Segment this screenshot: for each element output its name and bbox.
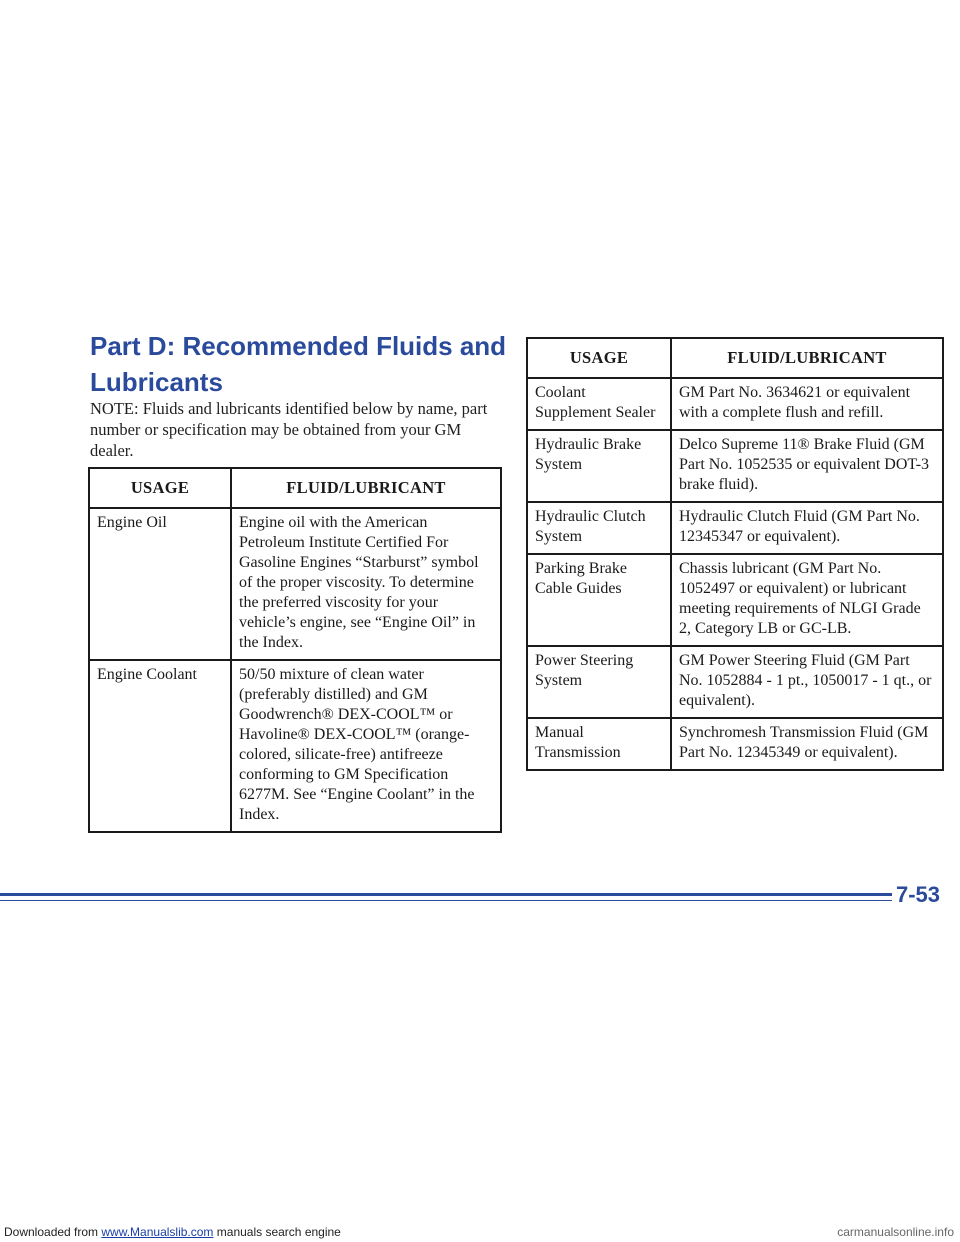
fluid-cell: Synchromesh Transmission Fluid (GM Part No. 12345349 or equivalent). — [671, 718, 943, 770]
table-row — [527, 554, 943, 646]
table-row — [527, 718, 943, 770]
usage-header: USAGE — [89, 468, 231, 508]
table-row — [89, 508, 501, 660]
usage-cell: Hydraulic Clutch System — [527, 502, 671, 554]
table-header-row — [89, 468, 501, 508]
table-row — [527, 378, 943, 430]
note-text: NOTE: Fluids and lubricants identified below by name, part number or specification may be obtained from your GM dealer. — [90, 399, 488, 460]
usage-cell: Coolant Supplement Sealer — [527, 378, 671, 430]
table-row — [527, 646, 943, 718]
section-heading: Part D: Recommended Fluids and Lubricants — [90, 331, 507, 397]
fluid-cell: Engine oil with the American Petroleum Institute Certified For Gasoline Engines “Starburst” symbol of the proper viscosity. To determine the preferred viscosity for your vehicle’s engine, see “Engine Oil” in the Index. — [231, 508, 501, 660]
usage-cell: Engine Coolant — [89, 660, 231, 832]
footer-prefix: Downloaded from — [4, 1225, 102, 1239]
fluid-cell: Hydraulic Clutch Fluid (GM Part No. 12345347 or equivalent). — [671, 502, 943, 554]
download-credit — [4, 1222, 341, 1242]
fluid-cell: Chassis lubricant (GM Part No. 1052497 or equivalent) or lubricant meeting requirements of NLGI Grade 2, Category LB or GC-LB. — [671, 554, 943, 646]
footer-rule — [0, 893, 892, 896]
footer-rule-thin — [0, 900, 892, 901]
manualslib-link[interactable]: www.Manualslib.com — [101, 1225, 214, 1239]
usage-header: USAGE — [527, 338, 671, 378]
table-row — [527, 502, 943, 554]
fluid-cell: GM Power Steering Fluid (GM Part No. 1052884 - 1 pt., 1050017 - 1 qt., or equivalent). — [671, 646, 943, 718]
usage-cell: Manual Transmission — [527, 718, 671, 770]
watermark-text: carmanualsonline.info — [837, 1225, 954, 1239]
usage-cell: Parking Brake Cable Guides — [527, 554, 671, 646]
fluid-cell: 50/50 mixture of clean water (preferably distilled) and GM Goodwrench® DEX-COOL™ or Havoline® DEX-COOL™ (orange-colored, silicate-free) antifreeze conforming to GM Specification 6277M. See “Engine Coolant” in the Index. — [231, 660, 501, 832]
table-row — [527, 430, 943, 502]
fluid-cell: Delco Supreme 11® Brake Fluid (GM Part No. 1052535 or equivalent DOT-3 brake fluid). — [671, 430, 943, 502]
usage-cell: Engine Oil — [89, 508, 231, 660]
table-header-row — [527, 338, 943, 378]
fluids-table-right — [526, 337, 944, 771]
footer-suffix: manuals search engine — [213, 1225, 341, 1239]
fluids-table-left — [88, 467, 502, 833]
fluid-cell: GM Part No. 3634621 or equivalent with a complete flush and refill. — [671, 378, 943, 430]
usage-cell: Power Steering System — [527, 646, 671, 718]
page-number: 7-53 — [895, 882, 940, 907]
usage-cell: Hydraulic Brake System — [527, 430, 671, 502]
table-row — [89, 660, 501, 832]
download-footer — [0, 1222, 960, 1242]
fluid-header: FLUID/LUBRICANT — [671, 338, 943, 378]
fluid-header: FLUID/LUBRICANT — [231, 468, 501, 508]
